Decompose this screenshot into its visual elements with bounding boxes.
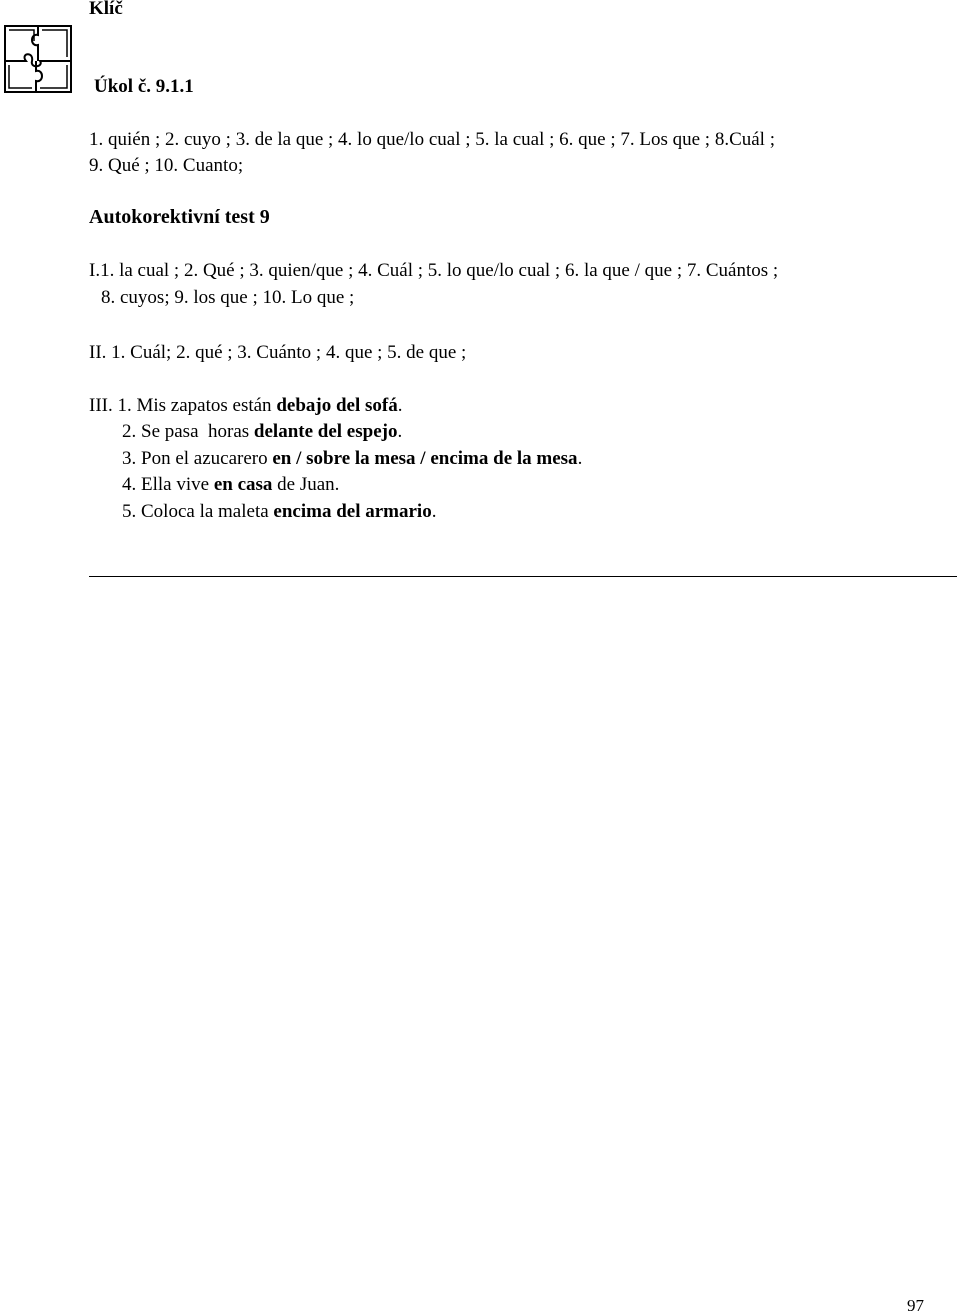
header-title: Klíč <box>89 0 123 19</box>
sentence-text: . <box>577 448 583 469</box>
sentence-text: 4. Ella vive <box>122 474 214 495</box>
sentence-answer: delante del espejo <box>253 421 398 442</box>
sentence-text: de Juan. <box>272 474 340 495</box>
sentence-row <box>122 499 436 525</box>
sentence-answer: encima del armario <box>273 501 432 522</box>
sentence-row <box>122 419 402 445</box>
sentence-row <box>89 393 402 419</box>
sentence-text: . <box>397 421 403 442</box>
answer-line: I.1. la cual ; 2. Qué ; 3. quien/que ; 4. Cuál ; 5. lo que/lo cual ; 6. la que / que ; 7. Cuántos ; <box>89 260 779 281</box>
sentence-text: 2. Se pasa horas <box>122 421 254 442</box>
sentence-text: 5. Coloca la maleta <box>122 501 274 522</box>
sentence-answer: en casa <box>213 474 273 495</box>
sentence-row <box>122 472 339 498</box>
sentence-answer: en / sobre la mesa / encima de la mesa <box>272 448 578 469</box>
answer-line: 8. cuyos; 9. los que ; 10. Lo que ; <box>101 287 355 308</box>
answer-line: 9. Qué ; 10. Cuanto; <box>89 155 244 176</box>
footer-divider <box>89 576 957 577</box>
sentence-row <box>122 446 582 472</box>
puzzle-icon <box>4 25 72 93</box>
answer-line: II. 1. Cuál; 2. qué ; 3. Cuánto ; 4. que ; 5. de que ; <box>89 342 467 363</box>
answer-line: 1. quién ; 2. cuyo ; 3. de la que ; 4. lo que/lo cual ; 5. la cual ; 6. que ; 7. Los que ; 8.Cuál ; <box>89 129 775 150</box>
sentence-answer: debajo del sofá <box>276 395 398 416</box>
test-title: Autokorektivní test 9 <box>89 206 270 228</box>
sentence-text: 3. Pon el azucarero <box>122 448 273 469</box>
page-number: 97 <box>907 1296 924 1315</box>
section-heading: Úkol č. 9.1.1 <box>94 76 194 97</box>
sentence-text: . <box>431 501 437 522</box>
sentence-text: . <box>397 395 403 416</box>
sentence-text: III. 1. Mis zapatos están <box>89 395 277 416</box>
